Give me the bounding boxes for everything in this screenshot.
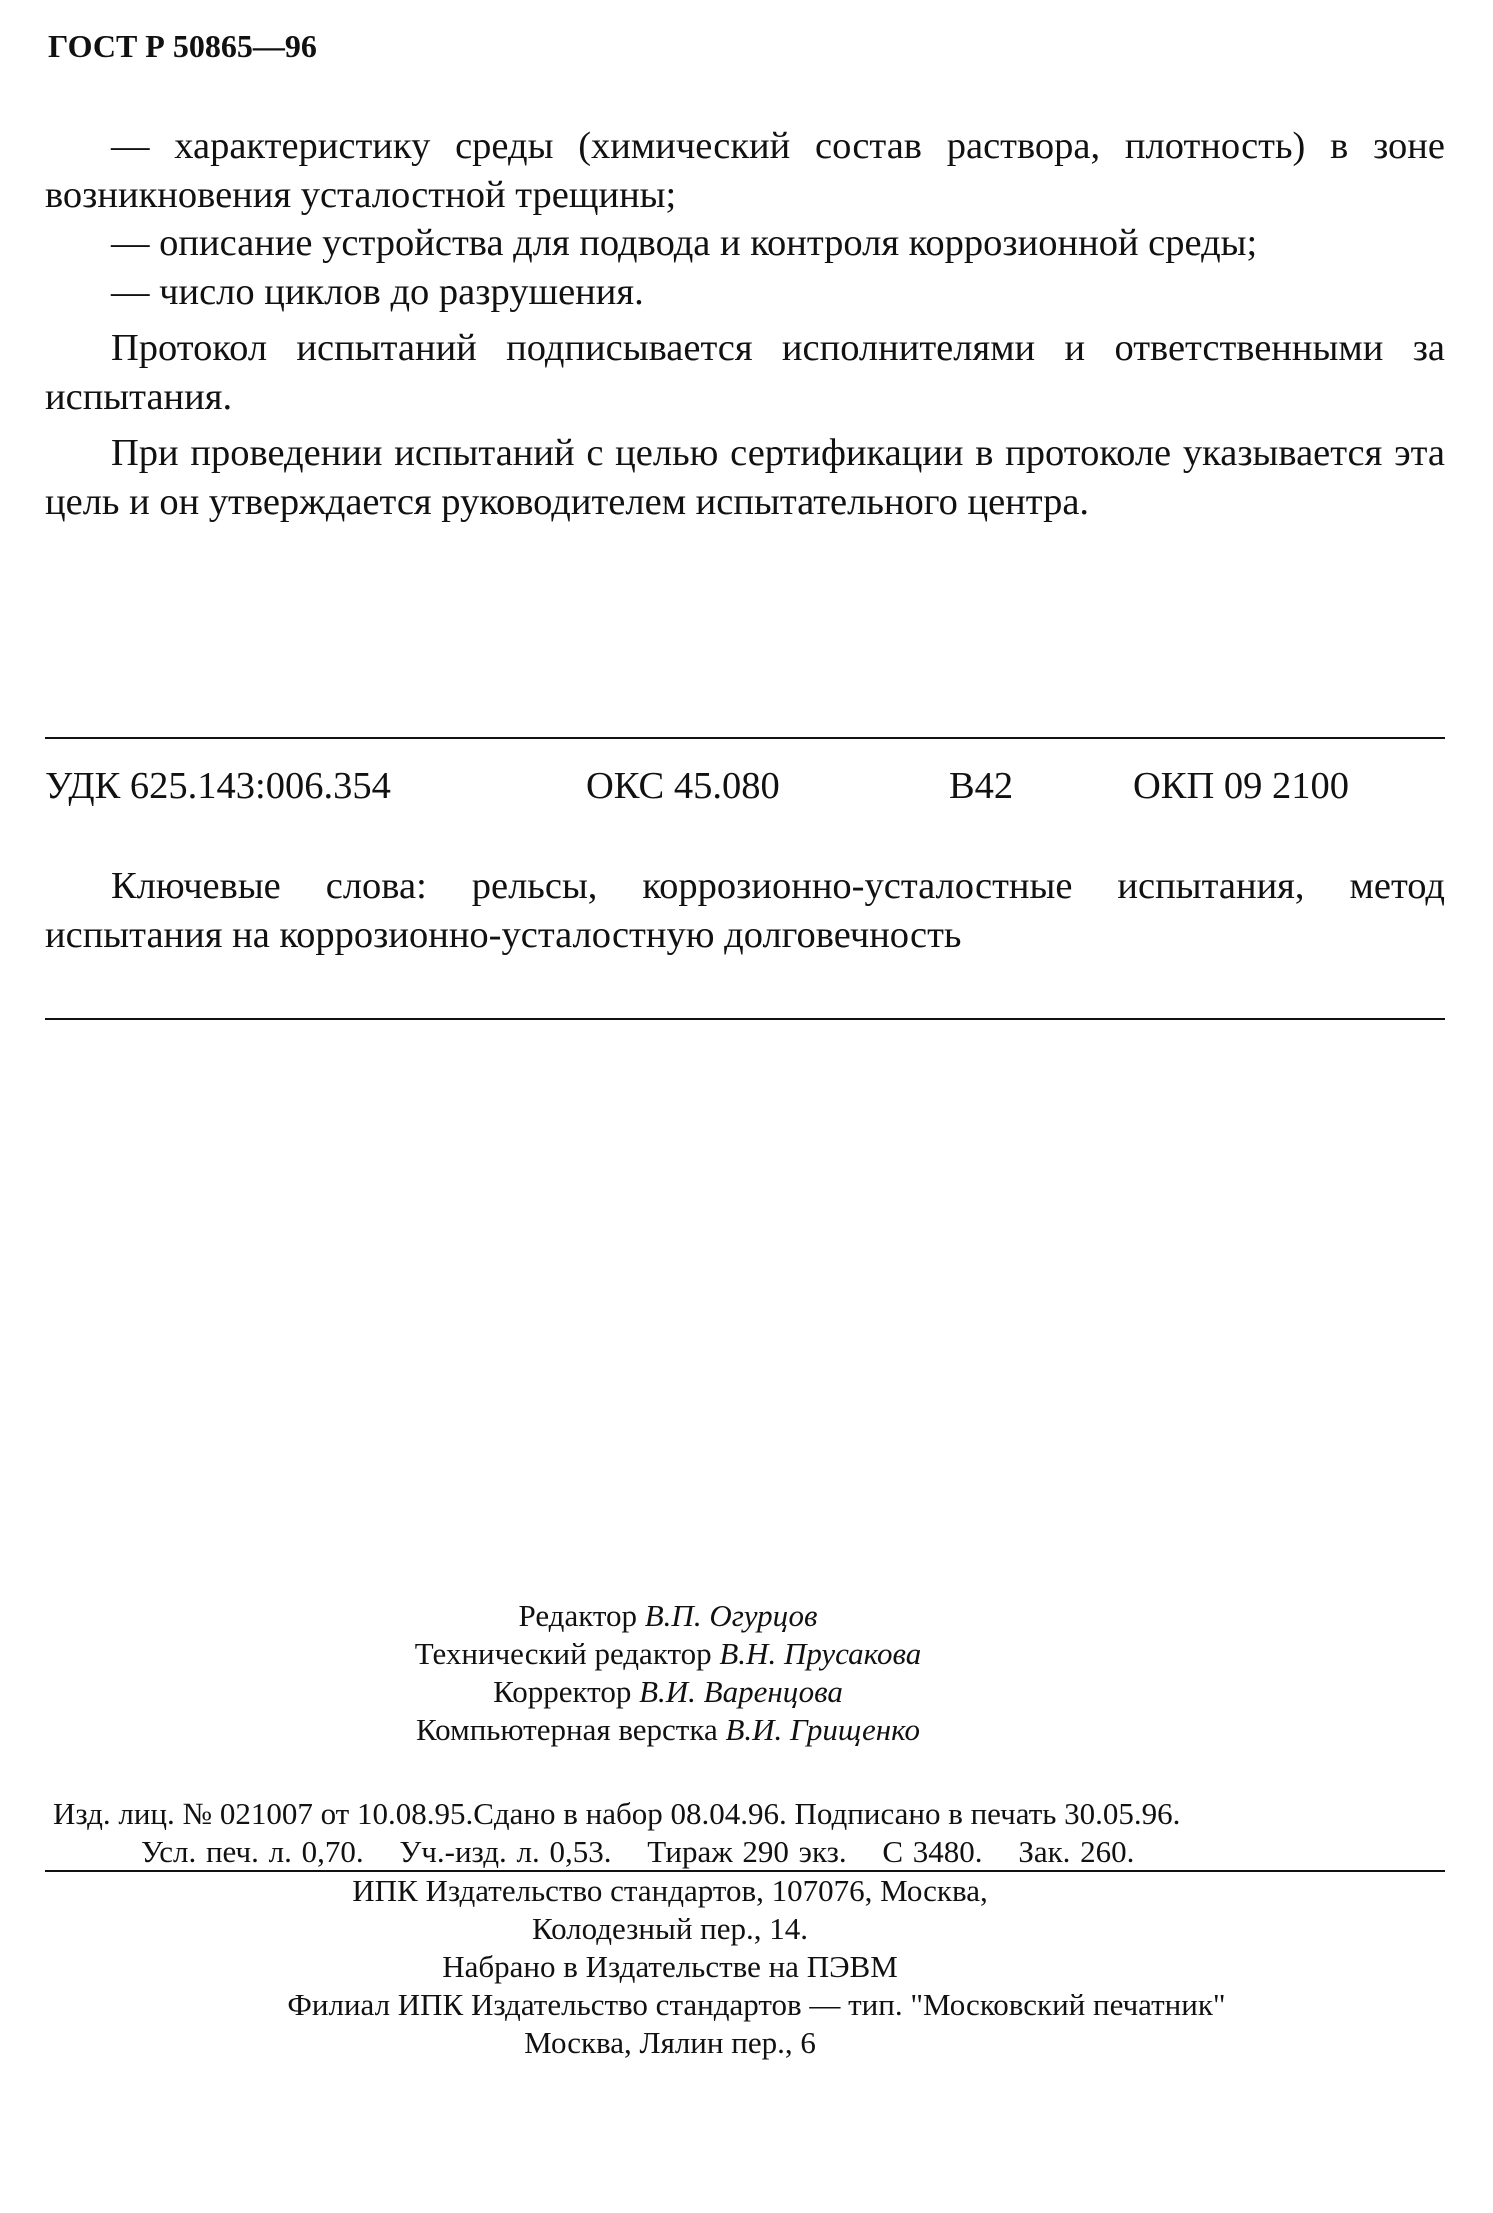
imprint-code: С 3480. xyxy=(882,1834,983,1869)
imprint-circulation: Тираж 290 экз. xyxy=(647,1834,847,1869)
divider-bottom xyxy=(45,1018,1445,1020)
publisher-line: Филиал ИПК Издательство стандартов — тип. "Московский печатник" xyxy=(287,1987,1226,2022)
okp-code: ОКП 09 2100 xyxy=(1133,765,1350,807)
credits-block xyxy=(0,1597,1493,1749)
credit-role: Корректор xyxy=(493,1674,632,1709)
imprint-print-sheets: Усл. печ. л. 0,70. xyxy=(141,1834,364,1869)
oks-code: ОКС 45.080 xyxy=(586,765,780,807)
imprint-publishing-sheets: Уч.-изд. л. 0,53. xyxy=(399,1834,612,1869)
udk-code: УДК 625.143:006.354 xyxy=(45,765,391,807)
credit-proofreader xyxy=(258,1673,1078,1711)
credit-role: Компьютерная верстка xyxy=(416,1712,718,1747)
imprint-block xyxy=(45,1795,1445,1871)
imprint-print-details xyxy=(45,1833,1445,1871)
credit-name: В.И. Варенцова xyxy=(639,1674,843,1709)
credit-editor xyxy=(258,1597,1078,1635)
paragraph-device-description: — описание устройства для подвода и контроля коррозионной среды; xyxy=(111,222,1258,264)
paragraph-environment-characteristics: — характеристику среды (химический состав раствора, плотность) в зоне возникновения усталостной трещины; xyxy=(45,125,1445,216)
body-text xyxy=(45,122,1445,526)
paragraph-certification: При проведении испытаний с целью сертификации в протоколе указывается эта цель и он утверждается руководителем испытательного центра. xyxy=(45,432,1445,523)
credit-role: Редактор xyxy=(518,1598,637,1633)
page-header-standard-code: ГОСТ Р 50865—96 xyxy=(48,28,317,64)
credit-name: В.И. Грищенко xyxy=(725,1712,920,1747)
group-code: В42 xyxy=(949,765,1014,807)
credit-name: В.Н. Прусакова xyxy=(719,1636,922,1671)
publisher-line: Набрано в Издательстве на ПЭВМ xyxy=(442,1949,898,1984)
keywords-block xyxy=(45,862,1445,959)
paragraph-protocol-signing: Протокол испытаний подписывается исполнителями и ответственными за испытания. xyxy=(45,327,1445,418)
paragraph-cycles-to-failure: — число циклов до разрушения. xyxy=(111,270,644,313)
classification-codes xyxy=(45,762,1445,810)
keywords-text: Ключевые слова: рельсы, коррозионно-усталостные испытания, метод испытания на коррозионно-усталостную долговечность xyxy=(45,865,1445,956)
imprint-license-line: Изд. лиц. № 021007 от 10.08.95.Сдано в набор 08.04.96. Подписано в печать 30.05.96. xyxy=(53,1796,1181,1831)
imprint-order: Зак. 260. xyxy=(1018,1834,1135,1869)
publisher-line: Колодезный пер., 14. xyxy=(531,1911,809,1946)
credit-technical-editor xyxy=(258,1635,1078,1673)
credit-layout xyxy=(258,1711,1078,1749)
publisher-line: ИПК Издательство стандартов, 107076, Москва, xyxy=(352,1873,988,1908)
credit-role: Технический редактор xyxy=(414,1636,712,1671)
divider-top xyxy=(45,737,1445,739)
publisher-line: Москва, Лялин пер., 6 xyxy=(524,2025,816,2060)
publisher-block xyxy=(0,1872,1493,2062)
credit-name: В.П. Огурцов xyxy=(644,1598,818,1633)
